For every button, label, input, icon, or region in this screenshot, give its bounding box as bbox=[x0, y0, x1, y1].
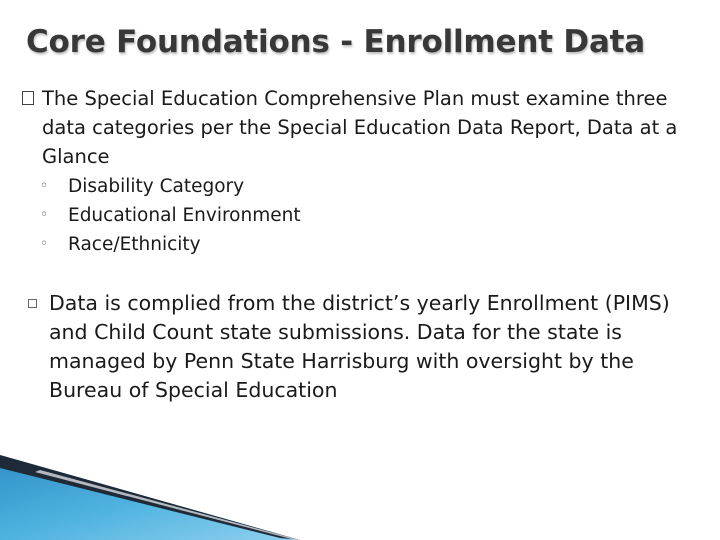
ring-bullet-icon: ◦ bbox=[40, 178, 49, 194]
slide-title: Core Foundations - Enrollment Data bbox=[26, 24, 646, 60]
ring-bullet-icon: ◦ bbox=[40, 236, 49, 252]
bullet-text: Data is complied from the district’s yearly Enrollment (PIMS) and Child Count state submissions. Data for the state is managed by Penn State Harrisburg with oversight by the Bureau of Special Education bbox=[49, 291, 670, 402]
bullet-text: The Special Education Comprehensive Plan must examine three data categories per the Special Education Data Report, Data at a Glance bbox=[42, 87, 678, 168]
sub-bullet-text: Disability Category bbox=[68, 176, 245, 197]
sub-bullet-text: Educational Environment bbox=[68, 205, 301, 226]
sub-bullet-text: Race/Ethnicity bbox=[68, 234, 201, 255]
ring-bullet-icon: ◦ bbox=[40, 207, 49, 223]
